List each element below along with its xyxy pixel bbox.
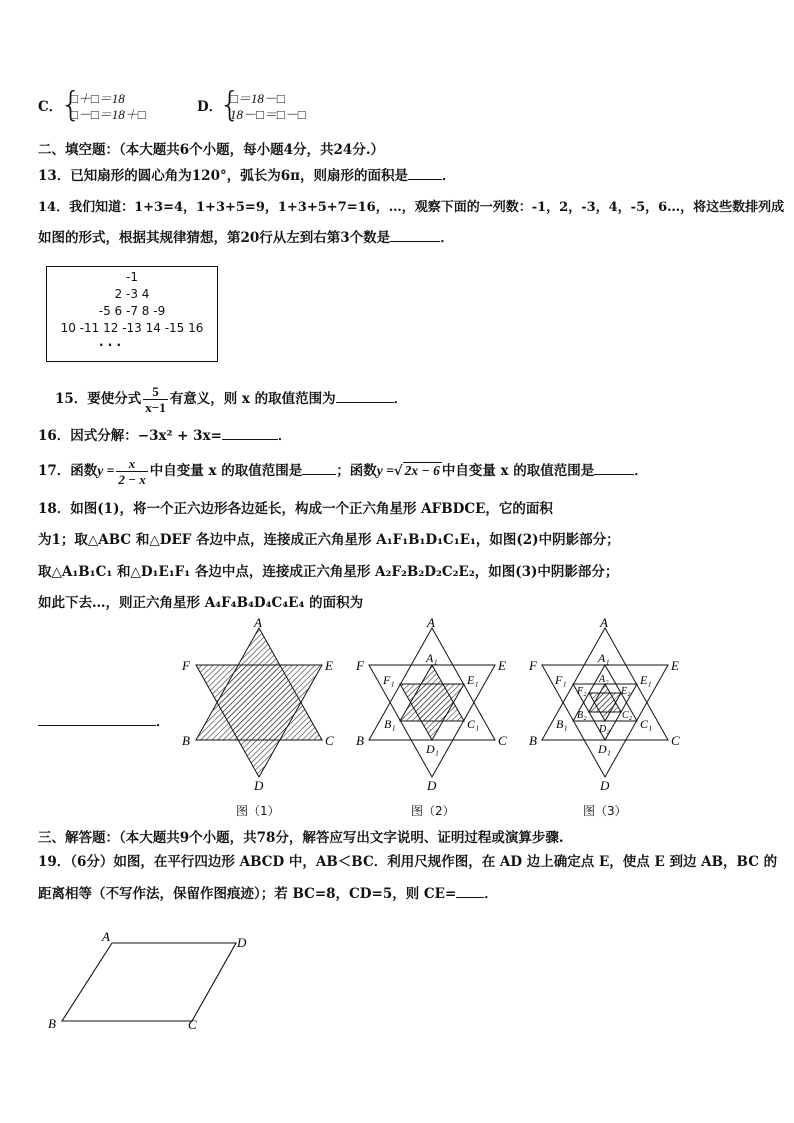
fig3-label-d1: D₁	[598, 742, 611, 756]
q17-blank1	[302, 462, 336, 475]
figure-1	[181, 615, 334, 793]
q14-line1: 14．我们知道：1+3=4，1+3+5=9，1+3+5+7=16，…，观察下面的一列数：-1，2，-3，4，-5，6…，将这些数排列成	[38, 200, 785, 215]
fig3-label-a: A	[600, 615, 608, 630]
option-d-label: D．	[197, 99, 223, 115]
q15-den: x−1	[145, 400, 166, 415]
star-figures	[0, 612, 794, 842]
fig3-label-f2: F₂	[577, 686, 587, 697]
fig3-label-b2: B₂	[577, 710, 587, 721]
sequence-row: 2 -3 4	[114, 287, 150, 301]
q17-fraction	[116, 456, 147, 487]
q14-line2	[38, 229, 454, 247]
option-c-eq2: □－□＝18＋□	[70, 107, 146, 122]
fig1-caption: 图（1）	[236, 804, 280, 818]
sequence-row: 10 -11 12 -13 14 -15 16	[60, 321, 204, 335]
sequence-row: -5 6 -7 8 -9	[98, 304, 166, 318]
fig3-label-e: E	[671, 658, 679, 673]
q13-end: ．	[442, 168, 456, 184]
q17-radicand: 2x − 6	[404, 463, 440, 478]
fig3-label-c: C	[671, 733, 680, 748]
fig3-caption: 图（3）	[583, 804, 627, 818]
q13-blank	[408, 167, 442, 180]
q18-end: ．	[156, 714, 170, 730]
fig3-label-d: D	[600, 778, 610, 793]
fig3-label-b1: B₁	[556, 717, 568, 731]
fig1-label-e: E	[325, 658, 333, 673]
section2-title: 二、填空题：（本大题共6个小题，每小题4分，共24分.）	[38, 142, 385, 158]
fig2-label-e1: E₁	[467, 673, 479, 687]
q16-blank	[222, 427, 278, 440]
fig3-label-f1: F₁	[555, 673, 567, 687]
q15-num: 5	[143, 384, 167, 400]
q16-text: 16．因式分解：−3x² + 3x=	[38, 428, 222, 444]
option-c-eq1: □＋□＝18	[70, 91, 125, 106]
fig3-label-c2: C₂	[622, 710, 633, 721]
fig2-label-b: B	[356, 733, 364, 748]
brace-d: {	[219, 85, 241, 125]
fig2-label-f: F	[356, 658, 364, 673]
q19-blank	[456, 885, 484, 898]
fig2-label-e: E	[498, 658, 506, 673]
option-c-label: C．	[38, 99, 63, 115]
fig3-label-e1: E₁	[640, 673, 652, 687]
q15-fraction	[143, 384, 167, 415]
q15-prefix: 15．要使分式	[55, 391, 142, 407]
fig1-label-c: C	[325, 733, 334, 748]
fig2-label-f1: F₁	[383, 673, 395, 687]
fig3-label-b: B	[529, 733, 537, 748]
fig1-label-f: F	[182, 658, 190, 673]
fig3-label-f: F	[529, 658, 537, 673]
q17-prefix: 17．函数	[38, 463, 98, 479]
q17	[38, 454, 648, 488]
figure-2	[355, 615, 507, 793]
sequence-row: -1	[126, 270, 138, 284]
q17-sqrt: √	[393, 463, 403, 479]
q15-end: ．	[393, 391, 408, 407]
fig3-label-e2: E₂	[621, 686, 631, 697]
q18-line3: 取△A₁B₁C₁ 和△D₁E₁F₁ 各边中点，连接成正六角星形 A₂F₂B₂D₂C₂E₂，如图(3)中阴影部分；	[38, 564, 619, 580]
q17-num: x	[116, 456, 147, 472]
para-label-d: D	[237, 935, 247, 950]
figure-3	[528, 615, 680, 793]
q14-blank	[390, 229, 440, 242]
q17-mid3: 中自变量 x 的取值范围是	[441, 463, 595, 479]
para-label-c: C	[188, 1017, 197, 1032]
fig1-label-a: A	[254, 615, 262, 630]
fig3-label-a2: A₂	[599, 674, 609, 685]
q18-line4: 如此下去…，则正六角星形 A₄F₄B₄D₄C₄E₄ 的面积为	[38, 595, 364, 611]
q17-mid2: ；函数	[336, 463, 377, 479]
fig2-label-a1: A₁	[426, 651, 438, 665]
q13-text: 13．已知扇形的圆心角为120°，弧长为6π，则扇形的面积是	[38, 168, 408, 184]
fig1-label-b: B	[182, 733, 190, 748]
q19-line1: 19．（6分）如图，在平行四边形 ABCD 中，AB＜BC．利用尺规作图，在 AD 边上确定点 E，使点 E 到边 AB，BC 的	[38, 854, 778, 870]
q16	[38, 427, 291, 445]
fig3-label-a1: A₁	[598, 651, 610, 665]
section3-title: 三、解答题：（本大题共9个小题，共78分，解答应写出文字说明、证明过程或演算步骤.	[38, 830, 564, 846]
fig3-label-d2: D₂	[599, 724, 610, 735]
fig1-label-d: D	[254, 778, 264, 793]
q18-line1: 18．如图(1)，将一个正六边形各边延长，构成一个正六角星形 AFBDCE，它的面积	[38, 501, 553, 517]
q17-y2: y =	[376, 463, 394, 478]
q16-end: ．	[277, 428, 292, 444]
brace-c: {	[60, 85, 82, 125]
q18-line2: 为1；取△ABC 和△DEF 各边中点，连接成正六角星形 A₁F₁B₁D₁C₁E₁，如图(2)中阴影部分；	[38, 532, 620, 548]
fig2-label-c: C	[498, 733, 507, 748]
option-d-eq1: □＝18－□	[230, 91, 285, 106]
q19-text: 距离相等（不写作法，保留作图痕迹）；若 BC=8，CD=5，则 CE=	[38, 886, 457, 902]
fig2-label-b1: B₁	[384, 717, 396, 731]
fig2-label-a: A	[427, 615, 435, 630]
sequence-box	[46, 266, 218, 362]
sequence-ellipsis: · · ·	[98, 338, 122, 352]
fig2-label-d1: D₁	[426, 742, 439, 756]
q15	[55, 382, 407, 416]
option-d-eq2: 18－□＝□－□	[230, 107, 306, 122]
q17-mid1: 中自变量 x 的取值范围是	[149, 463, 303, 479]
fig2-label-c1: C₁	[467, 717, 480, 731]
fig2-label-d: D	[427, 778, 437, 793]
para-label-a: A	[102, 929, 110, 944]
q17-y1: y =	[97, 463, 115, 478]
q14-end: ．	[440, 230, 454, 246]
parallelogram-figure	[40, 925, 300, 1035]
q13	[38, 167, 456, 185]
q17-den: 2 − x	[118, 472, 146, 487]
parallelogram-abcd	[62, 943, 236, 1021]
q15-blank	[336, 390, 394, 403]
q17-blank2	[594, 462, 634, 475]
fig2-caption: 图（2）	[411, 804, 455, 818]
q19-end: ．	[484, 886, 498, 902]
para-label-b: B	[48, 1016, 56, 1031]
fig3-label-c1: C₁	[640, 717, 653, 731]
q19-line2	[38, 885, 498, 903]
q17-end: ．	[634, 463, 648, 479]
q15-mid: 有意义，则 x 的取值范围为	[169, 391, 336, 407]
q14-text: 如图的形式，根据其规律猜想，第20行从左到右第3个数是	[38, 230, 391, 246]
